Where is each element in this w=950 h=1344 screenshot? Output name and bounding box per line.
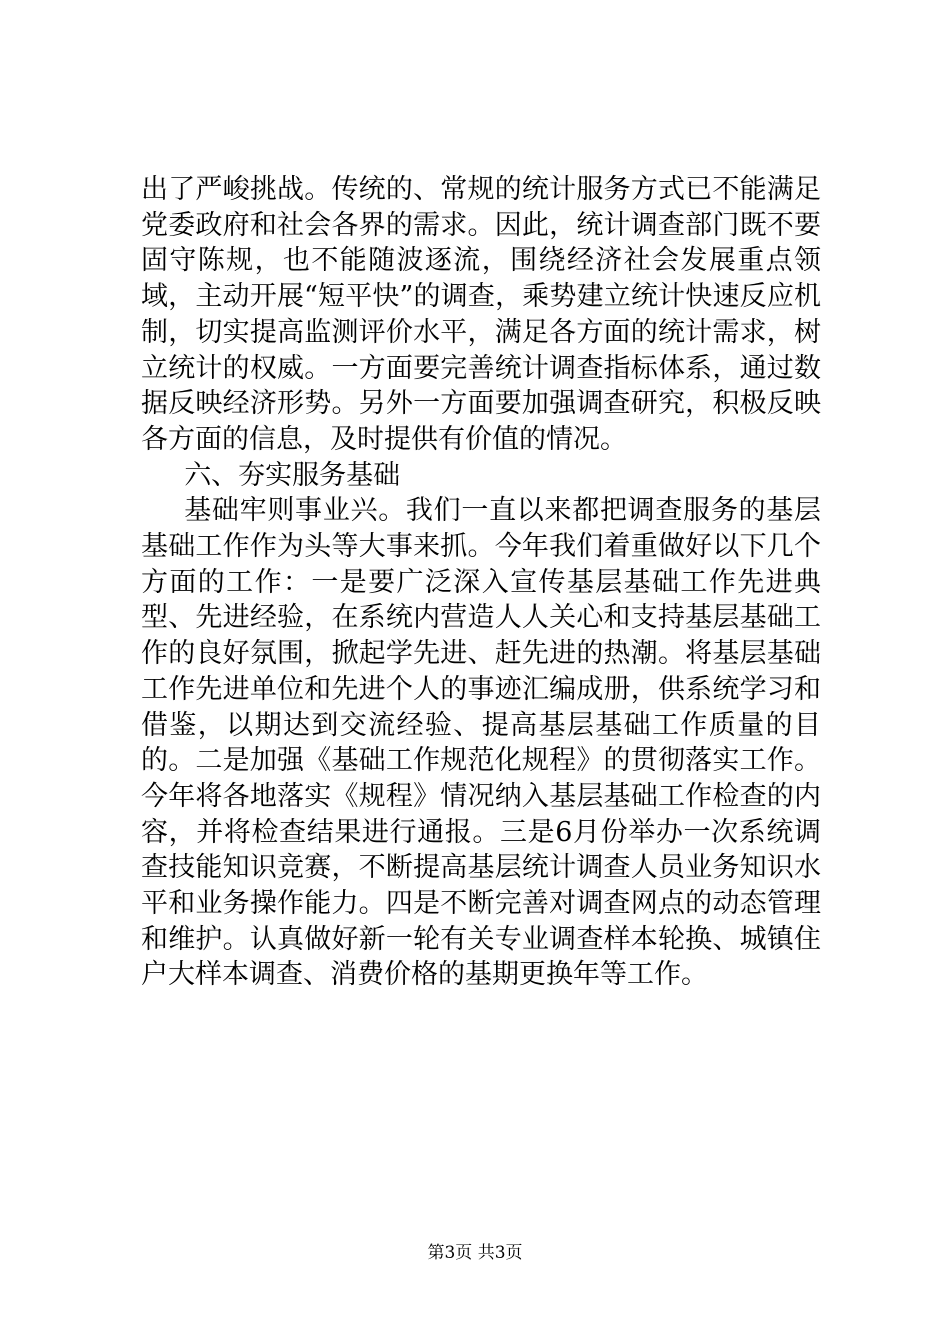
page-number-footer: 第3页 共3页 [427, 1243, 523, 1263]
section-heading: 六、夯实服务基础 [184, 459, 401, 491]
paragraph-continuation: 出了严峻挑战。传统的、常规的统计服务方式已不能满足党委政府和社会各界的需求。因此，统计调查部门既不要固守陈规，也不能随波逐流，围绕经济社会发展重点领域，主动开展“短平快”的调查，乘势建立统计快速反应机制，切实提高监测评价水平，满足各方面的统计需求，树立统计的权威。一方面要完善统计调查指标体系，通过数据反映经济形势。另外一方面要加强调查研究，积极反映各方面的信息，及时提供有价值的情况。 [141, 174, 821, 455]
paragraph-body: 基础牢则事业兴。我们一直以来都把调查服务的基层基础工作作为头等大事来抓。今年我们着重做好以下几个方面的工作：一是要广泛深入宣传基层基础工作先进典型、先进经验，在系统内营造人人关心和支持基层基础工作的良好氛围，掀起学先进、赶先进的热潮。将基层基础工作先进单位和先进个人的事迹汇编成册，供系统学习和借鉴，以期达到交流经验、提高基层基础工作质量的目的。二是加强《基础工作规范化规程》的贯彻落实工作。今年将各地落实《规程》情况纳入基层基础工作检查的内容，并将检查结果进行通报。三是6月份举办一次系统调查技能知识竞赛，不断提高基层统计调查人员业务知识水平和业务操作能力。四是不断完善对调查网点的动态管理和维护。认真做好新一轮有关专业调查样本轮换、城镇住户大样本调查、消费价格的基期更换年等工作。 [141, 495, 821, 991]
document-body [141, 172, 821, 993]
